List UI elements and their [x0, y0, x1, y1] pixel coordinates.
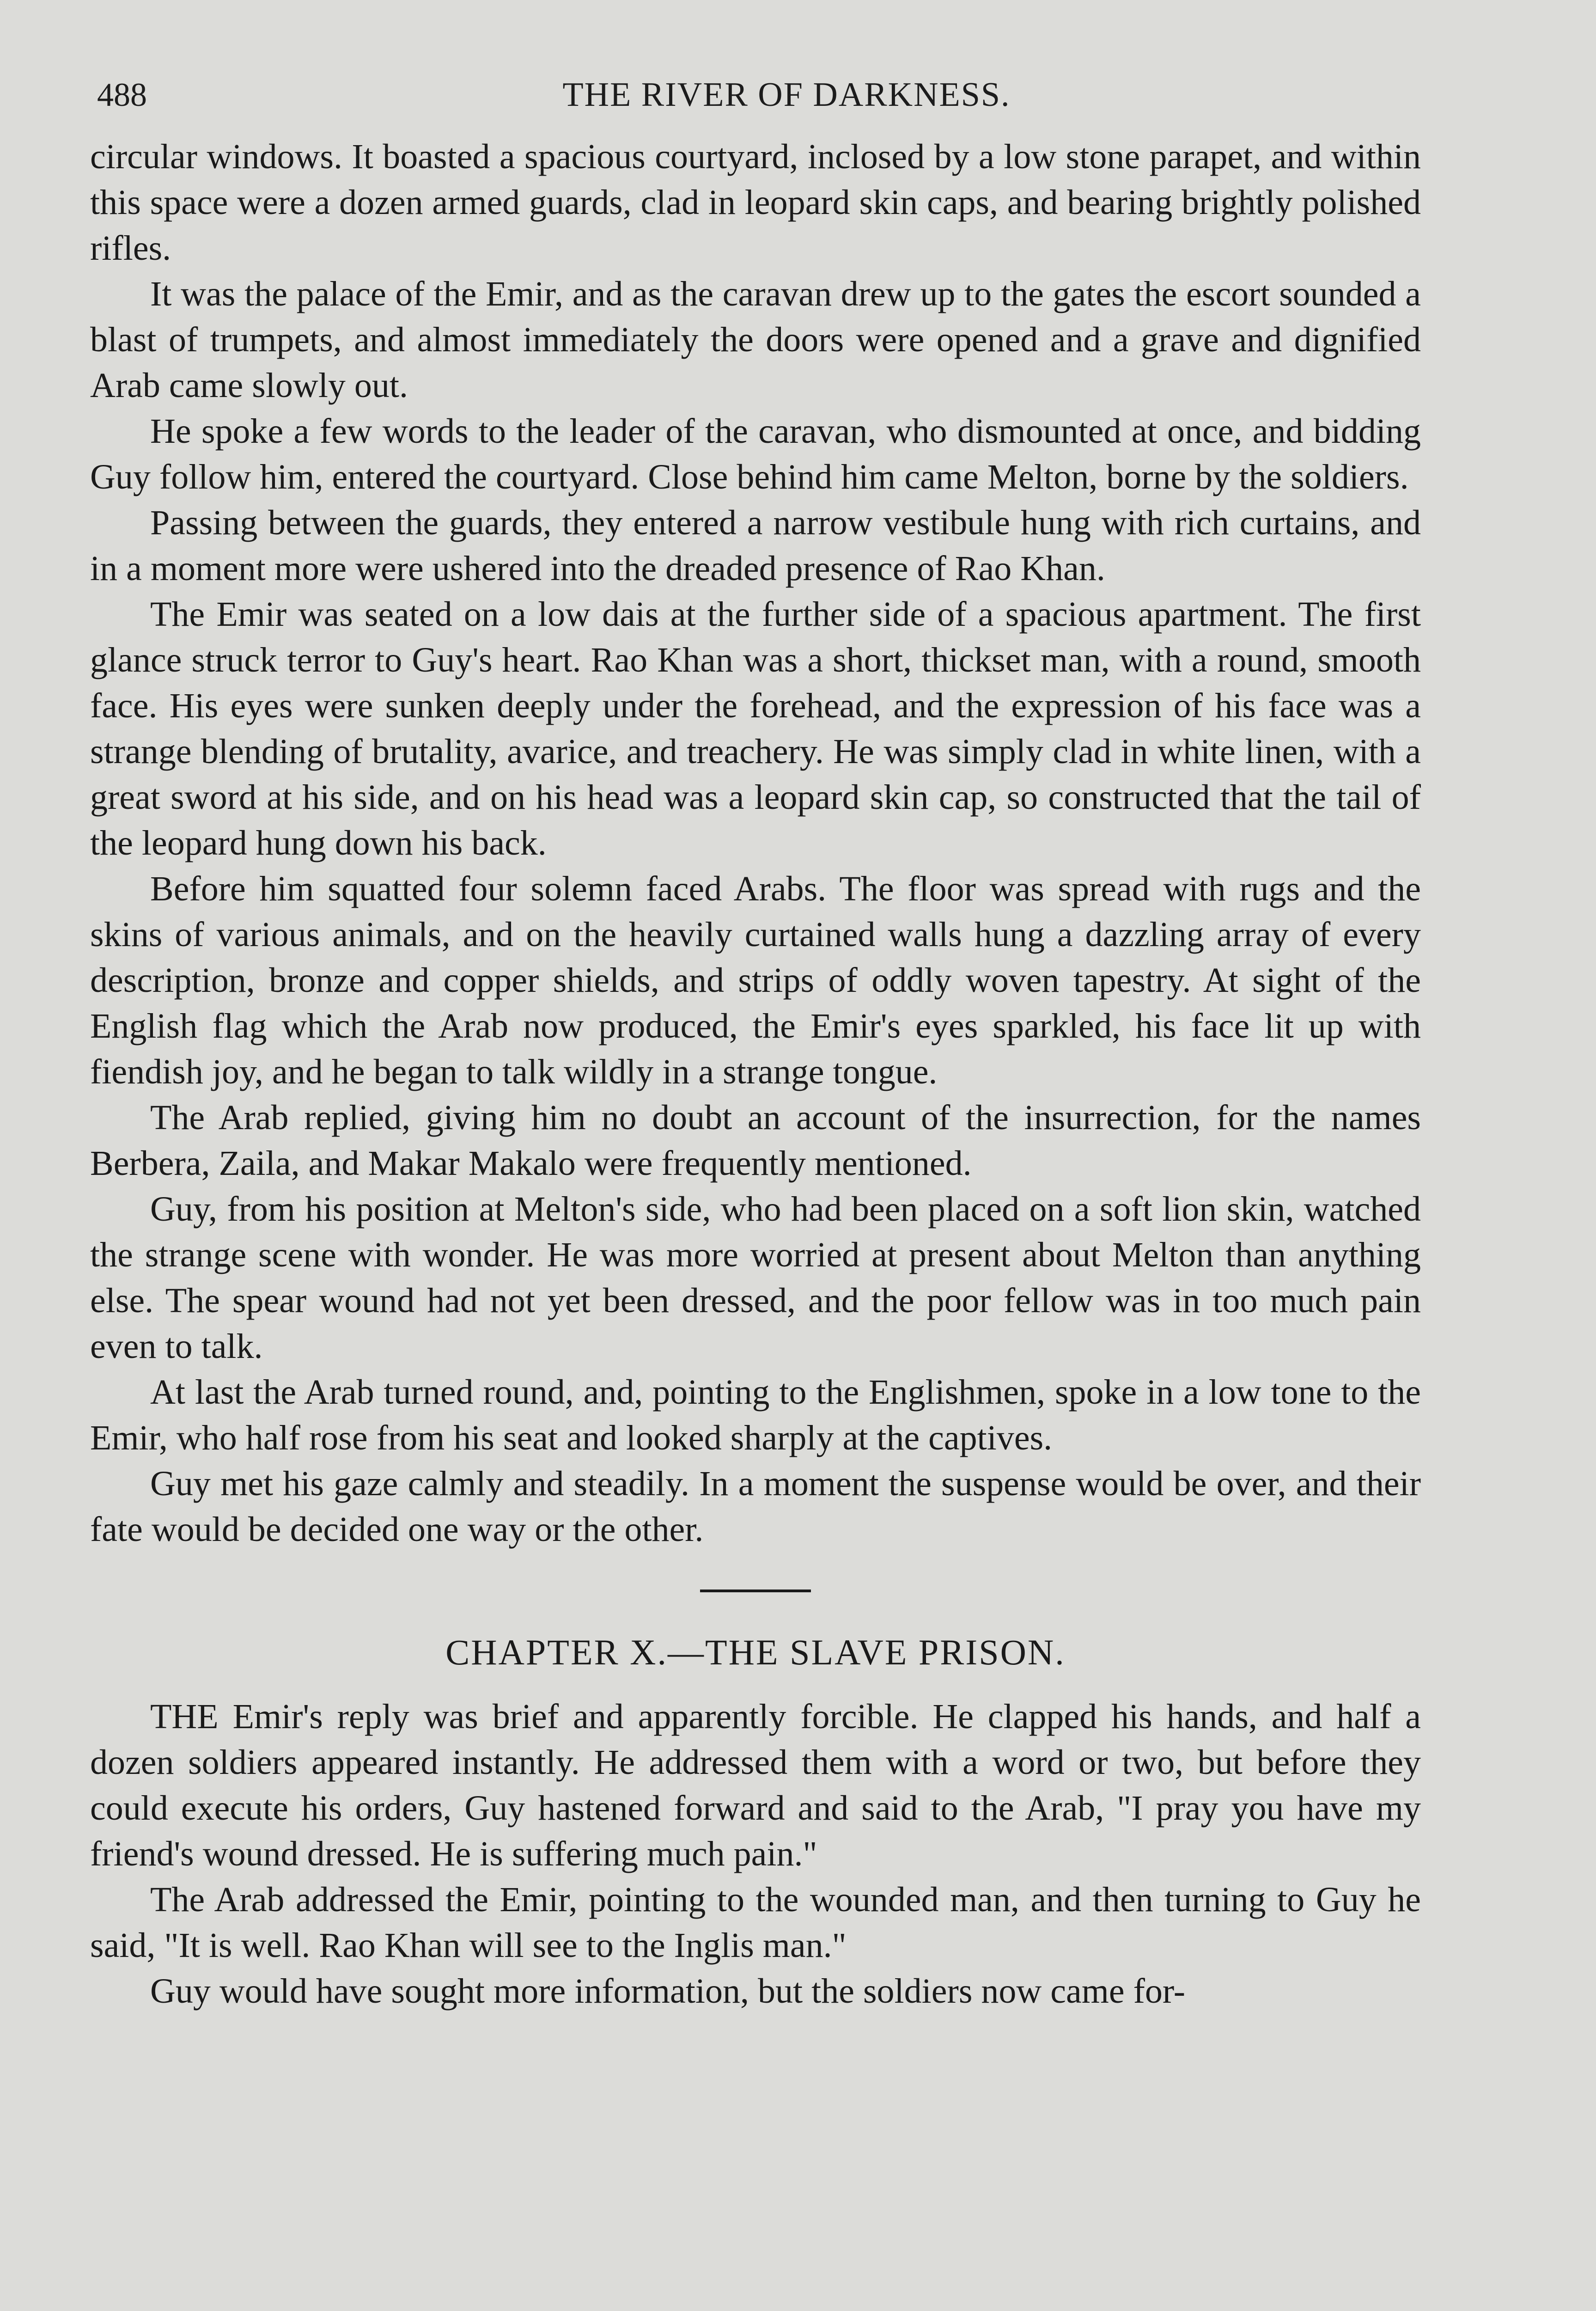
- paragraph: At last the Arab turned round, and, pointing to the Englishmen, spoke in a low tone to the Emir, who half rose from his seat and looked sharply at the captives.: [90, 1373, 1421, 1457]
- paragraph: Guy would have sought more information, but the soldiers now came for-: [150, 1972, 1185, 2011]
- section-divider: [700, 1590, 811, 1592]
- paragraph: THE Emir's reply was brief and apparently forcible. He clapped his hands, and half a dozen soldiers appeared instantly. He addressed them with a word or two, but before they could execute his orders, Guy hastened forward and said to the Arab, "I pray you have my friend's wound dressed. He is suffering much pain.": [90, 1697, 1421, 1873]
- page-header: [97, 69, 1476, 120]
- page-number: 488: [97, 76, 147, 113]
- paragraph: Guy, from his position at Melton's side, who had been placed on a soft lion skin, watched the strange scene with wonder. He was more worried at present about Melton than anything else. The spear wound had not yet been dressed, and the poor fellow was in too much pain even to talk.: [90, 1190, 1421, 1366]
- paragraph: He spoke a few words to the leader of the caravan, who dismounted at once, and bidding Guy follow him, entered the courtyard. Close behind him came Melton, borne by the soldiers.: [90, 412, 1421, 496]
- paragraph: Passing between the guards, they entered a narrow vestibule hung with rich curtains, and in a moment more were ushered into the dreaded presence of Rao Khan.: [90, 503, 1421, 588]
- chapter-body: [90, 1694, 1421, 2014]
- running-title: THE RIVER OF DARKNESS.: [562, 76, 1011, 114]
- paragraph: The Emir was seated on a low dais at the further side of a spacious apartment. The first glance struck terror to Guy's heart. Rao Khan was a short, thickset man, with a round, smooth face. His eyes were sunken deeply under the forehead, and the expression of his face was a strange blending of brutality, avarice, and treachery. He was simply clad in white linen, with a great sword at his side, and on his head was a leopard skin cap, so constructed that the tail of the leopard hung down his back.: [90, 595, 1421, 862]
- paragraph: It was the palace of the Emir, and as the caravan drew up to the gates the escort sounded a blast of trumpets, and almost immediately the doors were opened and a grave and dignified Arab came slowly out.: [90, 275, 1421, 405]
- paragraph: Before him squatted four solemn faced Arabs. The floor was spread with rugs and the skins of various animals, and on the heavily curtained walls hung a dazzling array of every description, bronze and copper shields, and strips of oddly woven tapestry. At sight of the English flag which the Arab now produced, the Emir's eyes sparkled, his face lit up with fiendish joy, and he began to talk wildly in a strange tongue.: [90, 869, 1421, 1091]
- paragraph: Guy met his gaze calmly and steadily. In a moment the suspense would be over, and their fate would be decided one way or the other.: [90, 1464, 1421, 1549]
- chapter-heading: CHAPTER X.—THE SLAVE PRISON.: [445, 1632, 1066, 1672]
- page-body: [90, 134, 1421, 2014]
- paragraph: The Arab replied, giving him no doubt an account of the insurrection, for the names Berbera, Zaila, and Makar Makalo were frequently mentioned.: [90, 1098, 1421, 1183]
- paragraph: circular windows. It boasted a spacious courtyard, inclosed by a low stone parapet, and within this space were a dozen armed guards, clad in leopard skin caps, and bearing brightly polished rifles.: [90, 137, 1421, 268]
- paragraph: The Arab addressed the Emir, pointing to the wounded man, and then turning to Guy he said, "It is well. Rao Khan will see to the Inglis man.": [90, 1880, 1421, 1965]
